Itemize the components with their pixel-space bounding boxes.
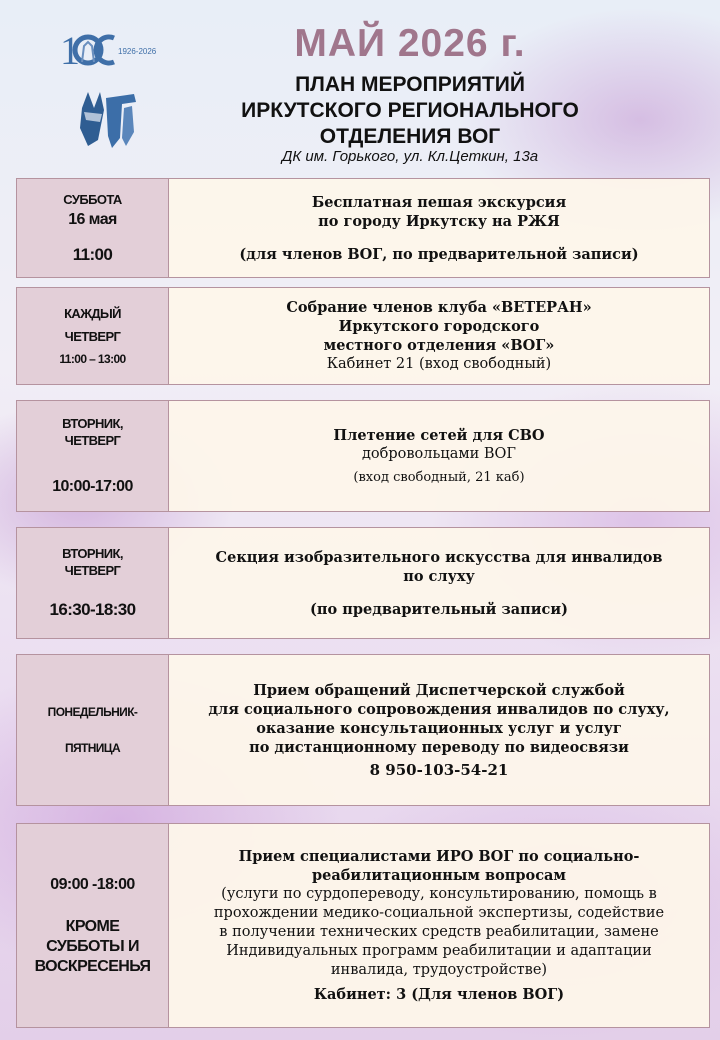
event-line: Прием обращений Диспетчерской службой [253,681,625,699]
anniversary-logo-icon [60,28,164,74]
event-when [17,179,169,277]
event-phone: 8 950-103-54-21 [369,760,509,779]
event-line: Прием специалистами ИРО ВОГ по социально- [238,848,640,865]
event-note: ВОСКРЕСЕНЬЯ [34,957,151,975]
event-row [16,287,710,385]
svg-text:1: 1 [60,28,80,73]
event-line: в получении технических средств реабилитации, замене [219,924,659,940]
event-time: 09:00 -18:00 [50,875,135,893]
event-line: (по предварительный записи) [310,600,568,618]
event-when [17,288,169,384]
event-line: по слуху [403,567,475,585]
event-line: Собрание членов клуба «ВЕТЕРАН» [286,299,592,316]
event-line: реабилитационным вопросам [311,867,567,884]
title-line: ОТДЕЛЕНИЯ ВОГ [319,125,501,148]
event-day: ЧЕТВЕРГ [64,433,121,448]
event-line: местного отделения «ВОГ» [323,337,555,354]
event-line: (для членов ВОГ, по предварительной записи) [239,245,639,263]
event-line: оказание консультационных услуг и услуг [256,719,622,737]
event-row [16,400,710,512]
event-description [169,288,709,384]
event-row [16,654,710,806]
event-when [17,824,169,1027]
event-description [169,528,709,638]
event-line: Иркутского городского [338,318,540,335]
event-line: Кабинет: 3 (Для членов ВОГ) [313,986,565,1003]
month-heading: МАЙ 2026 г. [294,22,526,65]
event-line: по дистанционному переводу по видеосвязи [249,738,629,756]
event-line: (услуги по сурдопереводу, консультированию, помощь в [221,886,657,902]
event-day: КАЖДЫЙ [64,306,121,321]
event-description [169,655,709,805]
event-note: СУББОТЫ И [46,937,139,955]
event-day: ВТОРНИК, [62,546,123,561]
anniversary-years: 1926-2026 [118,47,157,56]
event-description [169,824,709,1027]
event-line: для социального сопровождения инвалидов по слуху, [208,700,670,718]
event-description [169,179,709,277]
event-line: Секция изобразительного искусства для инвалидов [215,548,663,566]
event-when [17,528,169,638]
page-title [180,72,640,150]
event-time: 11:00 [72,244,113,264]
event-description [169,401,709,511]
event-day: ПОНЕДЕЛЬНИК- [47,705,138,719]
event-line: Бесплатная пешая экскурсия [311,193,567,211]
event-line: (вход свободный, 21 каб) [353,469,525,485]
event-day: ПЯТНИЦА [64,741,121,755]
event-row [16,527,710,639]
event-time: 11:00 – 13:00 [59,352,126,366]
event-day: СУББОТА [63,191,122,207]
event-date: 16 мая [68,210,117,228]
event-line: добровольцами ВОГ [361,445,517,462]
event-line: по городу Иркутску на РЖЯ [318,212,560,230]
title-line: ИРКУТСКОГО РЕГИОНАЛЬНОГО [241,99,579,122]
event-day: ВТОРНИК, [62,416,123,431]
event-note: КРОМЕ [65,917,120,935]
event-line: Плетение сетей для СВО [333,426,545,444]
event-time: 16:30-18:30 [49,600,136,619]
event-when [17,401,169,511]
event-day: ЧЕТВЕРГ [64,563,121,578]
event-line: Индивидуальных программ реабилитации и адаптации [226,943,652,959]
event-line: прохождении медико-социальной экспертизы, содействие [213,905,665,921]
title-line: ПЛАН МЕРОПРИЯТИЙ [295,73,525,96]
event-line: Кабинет 21 (вход свободный) [326,356,552,372]
event-time: 10:00-17:00 [52,478,133,495]
event-row [16,178,710,278]
event-day: ЧЕТВЕРГ [64,329,121,344]
event-line: инвалида, трудоустройстве) [330,962,548,978]
event-row [16,823,710,1028]
vog-logo-icon [74,88,142,154]
venue-address: ДК им. Горького, ул. Кл.Цеткин, 13а [281,148,539,165]
event-when [17,655,169,805]
